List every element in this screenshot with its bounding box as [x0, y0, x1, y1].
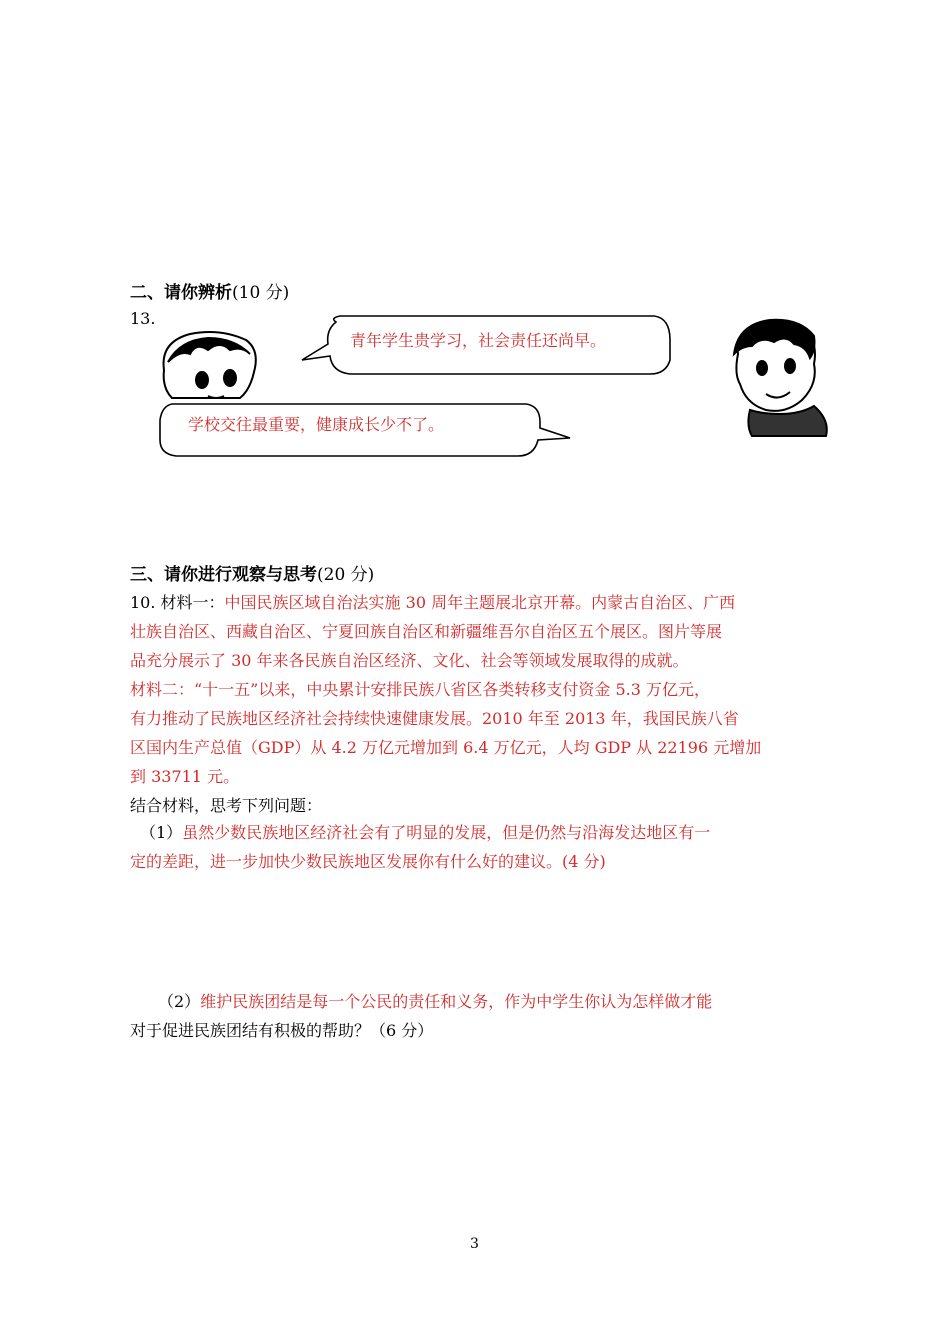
question-1-text-1: 虽然少数民族地区经济社会有了明显的发展，但是仍然与沿海发达地区有一: [182, 823, 711, 842]
material1-line1: [130, 590, 735, 613]
question-1-number: （1）: [140, 823, 183, 842]
material1-line2: 壮族自治区、西藏自治区、宁夏回族自治区和新疆维吾尔自治区五个展区。图片等展: [130, 622, 723, 641]
speech-bubble-bottom-text: 学校交往最重要，健康成长少不了。: [188, 415, 445, 434]
section3-points: (20 分): [317, 565, 375, 585]
material2-line4: 到 33711 元。: [130, 767, 240, 786]
section3-heading: [130, 560, 374, 585]
questions-prompt: 结合材料，思考下列问题：: [130, 796, 323, 815]
material1-line3: 品充分展示了 30 年来各民族自治区经济、文化、社会等领域发展取得的成就。: [130, 651, 689, 670]
question-1-line1: [140, 820, 710, 843]
question-1-line2: 定的差距，进一步加快少数民族地区发展你有什么好的建议。(4 分): [130, 852, 606, 871]
material2-line3: 区国内生产总值（GDP）从 4.2 万亿元增加到 6.4 万亿元，人均 GDP 从 22196 元增加: [130, 738, 762, 757]
girl-figure-icon: [164, 332, 256, 398]
material1-text-1: 中国民族区域自治法实施 30 周年主题展北京开幕。内蒙古自治区、广西: [224, 593, 736, 612]
page-number: 3: [470, 1236, 479, 1252]
section2-points: (10 分): [232, 283, 290, 303]
material2-line1: 材料二：“十一五”以来，中央累计安排民族八省区各类转移支付资金 5.3 万亿元，: [130, 680, 710, 699]
question-2-line1: [158, 989, 712, 1012]
section3-title: 三、请你进行观察与思考: [130, 565, 317, 585]
material2-line2: 有力推动了民族地区经济社会持续快速健康发展。2010 年至 2013 年，我国民族八省: [130, 709, 739, 728]
question-13-number: 13.: [130, 309, 156, 328]
question-2-line2: 对于促进民族团结有积极的帮助？（6 分）: [130, 1021, 434, 1040]
speech-bubble-top-text: 青年学生贵学习，社会责任还尚早。: [350, 331, 607, 350]
question-2-number: （2）: [158, 992, 201, 1011]
section2-title: 二、请你辨析: [130, 283, 232, 303]
boy-figure-icon: [734, 320, 827, 436]
question-2-text-1: 维护民族团结是每一个公民的责任和义务，作为中学生你认为怎样做才能: [200, 992, 713, 1011]
section2-heading: [130, 278, 289, 303]
question-10-prefix: 10. 材料一：: [130, 593, 225, 612]
